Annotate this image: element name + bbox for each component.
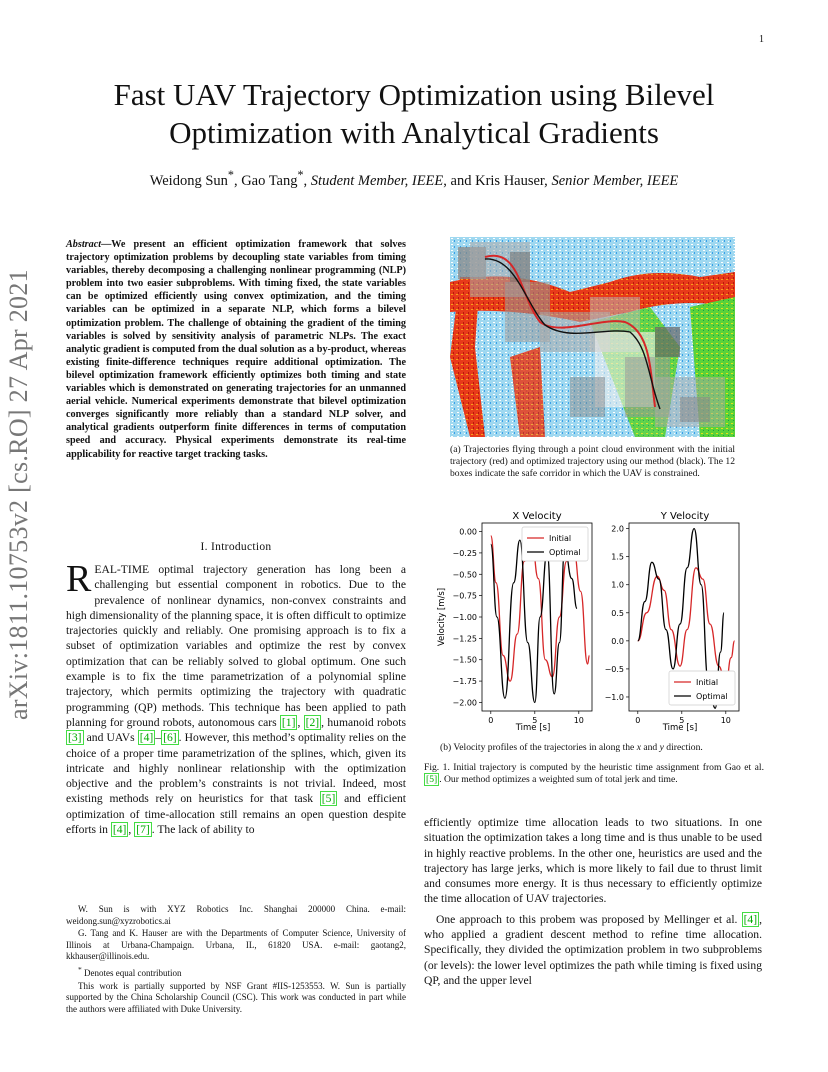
y-tick-label: −0.50 (452, 570, 477, 580)
x-axis-label: Time [s] (662, 723, 698, 733)
y-tick-label: −1.25 (452, 634, 477, 644)
author-sep: , (303, 172, 311, 189)
footnote: W. Sun is with XYZ Robotics Inc. Shanghai 200000 China. e-mail: weidong.sun@xyzrobotics.ai (66, 904, 406, 926)
drop-cap: R (66, 558, 92, 600)
citation-link[interactable]: [5] (321, 792, 336, 806)
intro-text: . However, this method’s optimality relies on the choice of a proper time parametrization of the splines, which, given its intricate and highly nonlinear relationship with the optimization objective and the problem’s constraints is not trivial. Indeed, most existing methods rely on heuristics for that task (66, 731, 406, 806)
citation-link[interactable]: [5] (426, 774, 438, 786)
paper-title: Fast UAV Trajectory Optimization using Bilevel Optimization with Analytical Gradients (113, 77, 715, 150)
legend-entry: Optimal (549, 548, 581, 557)
author-sup: * (297, 168, 304, 182)
right-column-text (424, 815, 762, 988)
citation-link[interactable]: [1] (281, 715, 296, 729)
paragraph: efficiently optimize time allocation leads to two situations. In one situation the optimization takes a long time and is thus unable to be used in highly reactive problems. In the other one, heuristics are used and the trajectory has large jerks, which is more likely to fail due to thrust limit and consumes more energy. It is thus necessary to efficiently optimize the time allocation of UAV trajectories. (424, 816, 762, 906)
citation-link[interactable]: [3] (68, 731, 82, 745)
x-velocity-title: X Velocity (512, 511, 562, 522)
intro-text: . The lack of ability to (151, 823, 255, 837)
series-line-optimal (491, 540, 577, 702)
x-tick-label: 10 (720, 716, 731, 725)
corridor-box (680, 397, 710, 422)
abstract-lead: Abstract (66, 239, 102, 250)
y-tick-label: −0.5 (604, 664, 624, 674)
intro-text: EAL-TIME optimal trajectory generation has long been a challenging but essential component in robotics. Due to the prevalence of nonlinear dynamics, non-convex constraints and high dimensionality of the planning space, it is often difficult to optimize trajectories quickly and reliably. One promising approach is to fix a subset of optimization variables and optimize the rest by convex optimization that can be reliably solved to global optimum. One such example is to fix the time parametrization of a polynomial spline trajectory, which permits optimizing the trajectory with quadratic programming (QP) methods. This technique has been applied to path planning for ground robots, autonomous cars (66, 563, 406, 729)
section-heading: I. Introduction (200, 541, 272, 553)
author-names: Weidong Sun (149, 172, 228, 189)
y-tick-label: 0.00 (459, 527, 477, 537)
abstract (66, 238, 406, 461)
footnote-text: Denotes equal contribution (81, 967, 182, 978)
author-sup: * (227, 168, 234, 182)
x-axis-label: Time [s] (515, 723, 551, 733)
legend-entry: Initial (549, 534, 572, 543)
y-velocity-title: Y Velocity (660, 511, 710, 522)
arxiv-stamp: arXiv:1811.10753v2 [cs.RO] 27 Apr 2021 (4, 269, 33, 720)
author-sep: , Gao Tang (233, 172, 298, 189)
series-line-initial (638, 568, 735, 686)
footnotes (66, 904, 406, 1016)
caption-text: and (640, 742, 660, 753)
author-role: Student Member, IEEE (310, 172, 444, 189)
x-tick-label: 5 (679, 716, 685, 725)
y-tick-label: 0.0 (611, 636, 624, 646)
y-tick-label: −1.50 (452, 655, 477, 665)
y-tick-label: −1.0 (604, 692, 624, 702)
y-tick-label: 1.5 (611, 552, 624, 562)
legend-entry: Initial (696, 678, 719, 687)
y-tick-label: −1.75 (452, 677, 477, 687)
citation-link[interactable]: [2] (305, 715, 320, 729)
author-role: Senior Member, IEEE (551, 172, 679, 189)
intro-text: and efficient optimization of time-allocation still remains an open question despite efforts in (66, 792, 406, 837)
author-sep: , and Kris Hauser, (443, 172, 552, 189)
caption-text: direction. (663, 742, 703, 753)
y-tick-label: −0.25 (452, 548, 477, 558)
footnote (66, 964, 406, 980)
intro-text: , humanoid robots (321, 715, 406, 729)
paragraph (424, 912, 762, 988)
citation-link[interactable]: [4] (743, 912, 758, 926)
caption-a: (a) Trajectories flying through a point cloud environment with the initial trajectory (red) and optimized trajectory using our method (black). The 12 boxes indicate the safe corridor in which the UAV is constrained. (450, 444, 735, 480)
x-velocity-axes (452, 523, 592, 725)
caption-text: . Our method optimizes a weighted sum of total jerk and time. (439, 774, 678, 786)
citation-link[interactable]: [4] (112, 823, 127, 837)
figure-label: Fig. 1. (424, 762, 450, 773)
intro-text: , (297, 715, 304, 729)
figure-caption (424, 762, 764, 786)
intro-text: , (128, 823, 135, 837)
y-velocity-axes (605, 523, 739, 725)
paragraph-text: One approach to this probem was proposed by Mellinger et al. (436, 912, 742, 926)
caption-math: x (636, 742, 641, 753)
y-tick-label: −2.00 (452, 698, 477, 708)
intro-text: – (155, 731, 162, 745)
intro-paragraph (66, 558, 406, 837)
corridor-box (570, 377, 605, 417)
caption-text: (b) Velocity profiles of the trajectories in along the (440, 742, 637, 753)
y-tick-label: 0.5 (611, 608, 624, 618)
point-cloud-figure (450, 237, 735, 437)
velocity-plots (430, 505, 750, 740)
x-tick-label: 0 (488, 716, 494, 725)
paragraph-text: , who applied a gradient descent method to refine time allocation. Specifically, they divided the optimization problem in two subproblems (or levels): the lower level optimizes the path while timing is fixed using QP, and the upper level (424, 912, 762, 987)
x-tick-label: 10 (573, 716, 584, 725)
citation-link[interactable]: [4] (139, 731, 154, 745)
footnote-sup: * (78, 964, 82, 974)
author-line (60, 168, 768, 190)
footnote: G. Tang and K. Hauser are with the Departments of Computer Science, University of Illinois at Urbana-Champaign. Urbana, IL, 61820 USA. e-mail: gaotang2, kkhauser@illinois.edu. (66, 928, 406, 962)
caption-text: Initial trajectory is computed by the heuristic time assignment from Gao et al. (449, 762, 764, 773)
caption-math: y (659, 742, 664, 753)
abstract-text: —We present an efficient optimization framework that solves trajectory optimization problems by decoupling state variables from timing variables, thereby decomposing a challenging nonlinear programming (NLP) problem into two easier subproblems. With timing fixed, the state variables can be optimized efficiently using convex optimization, and the timing variables can be optimized in a separate NLP, which forms a bilevel optimization problem. The challenge of obtaining the gradient of the timing variables is solved by sensitivity analysis of parametric NLPs. The exact analytic gradient is computed from the dual solution as a by-product, whereas existing finite-difference techniques require additional optimization. The bilevel optimization framework efficiently optimizes both timing and state variables which is demonstrated on generating trajectories for an unmanned aerial vehicle. Numerical experiments demonstrate that bilevel optimization converges significantly more reliably than a standard NLP solver, and analytical gradients outperform finite differences in terms of computation speed and accuracy. Physical experiments demonstrate its real-time applicability for reactive target tracking tasks. (66, 239, 406, 460)
footnote: This work is partially supported by NSF Grant #IIS-1253553. W. Sun is partially supported by the China Scholarship Council (CSC). This work was conducted in part while the authors were affiliated with Duke University. (66, 980, 406, 1014)
y-tick-label: −1.00 (452, 613, 477, 622)
x-tick-label: 5 (532, 716, 538, 725)
caption-b (440, 742, 760, 754)
legend-entry: Optimal (696, 692, 728, 701)
y-tick-label: 2.0 (611, 524, 624, 534)
x-tick-label: 0 (635, 716, 641, 725)
citation-link[interactable]: [6] (163, 731, 177, 745)
corridor-box (655, 327, 680, 357)
y-tick-label: 1.0 (611, 580, 624, 590)
citation-link[interactable]: [7] (136, 823, 150, 837)
y-axis-label: Velocity [m/s] (437, 587, 447, 647)
y-tick-label: −0.75 (452, 591, 477, 601)
page-number: 1 (759, 34, 764, 45)
intro-text: and UAVs (83, 731, 138, 745)
